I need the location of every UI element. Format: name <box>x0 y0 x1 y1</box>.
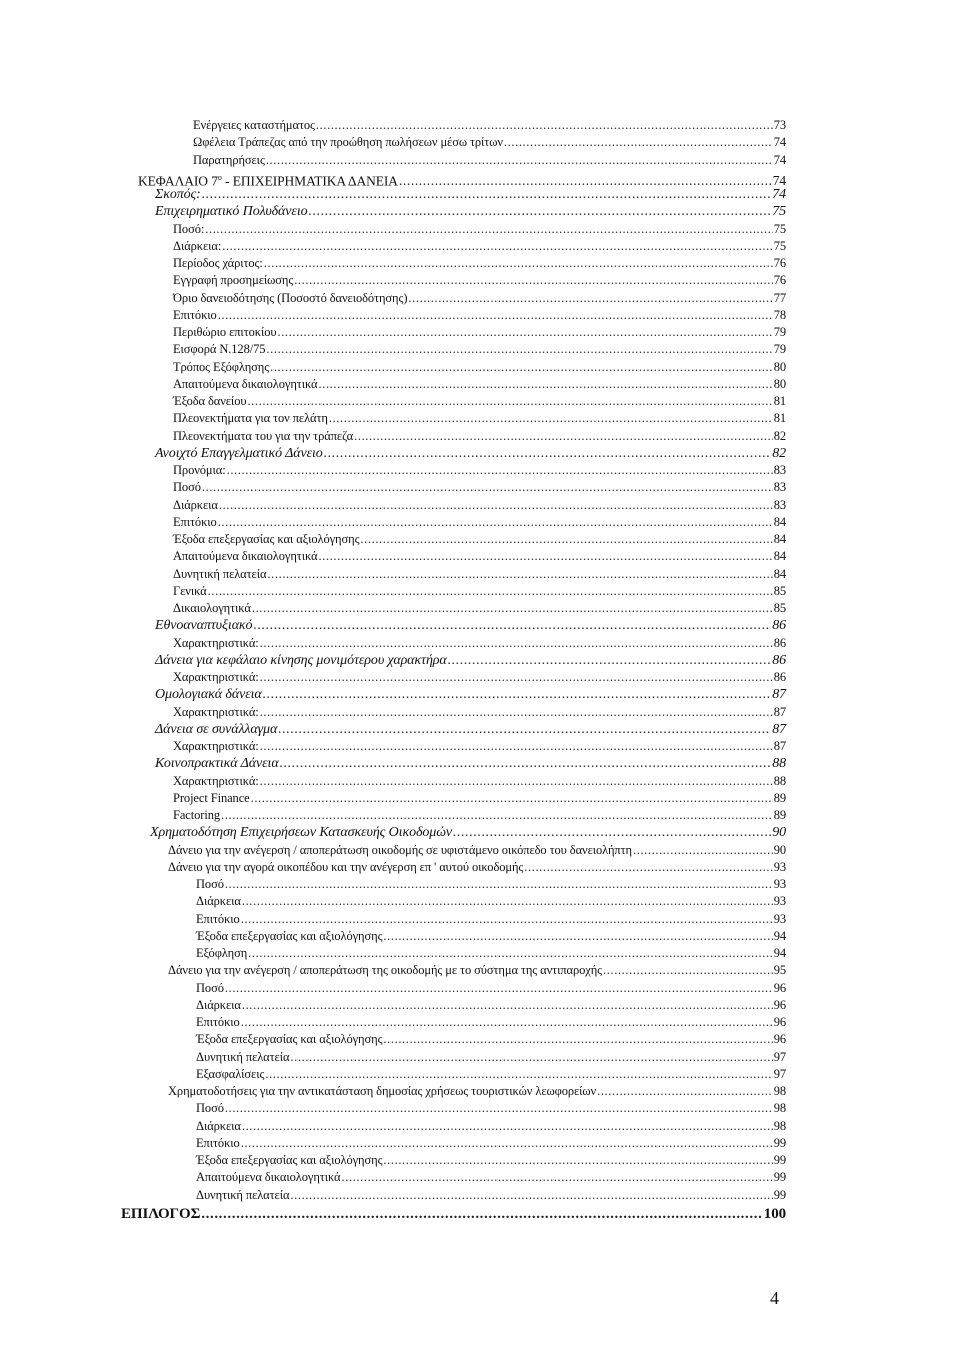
toc-entry <box>196 1152 786 1169</box>
toc-entry-title: Όριο δανειοδότησης (Ποσοστό δανειοδότησης) <box>173 290 408 305</box>
toc-entry-page: 87 <box>773 704 786 719</box>
toc-entry-page: 77 <box>773 290 786 305</box>
toc-leader-dots <box>383 928 772 945</box>
toc-entry-title: Παρατηρήσεις <box>193 152 265 167</box>
toc-entry-page: 96 <box>773 1015 786 1029</box>
toc-leader-dots <box>408 290 772 307</box>
toc-leader-dots <box>225 1100 773 1117</box>
toc-entry-page: 83 <box>773 480 786 495</box>
toc-leader-dots <box>260 704 773 721</box>
toc-entry-title: Απαιτούμενα δικαιολογητικά <box>173 376 318 391</box>
toc-entry-page: 97 <box>773 1049 786 1064</box>
toc-entry-page: 75 <box>773 238 786 253</box>
toc-entry-title: Ενέργειες καταστήματος <box>193 118 315 132</box>
toc-entry-title: Τρόπος Εξόφλησης <box>173 359 270 374</box>
toc-entry <box>155 686 786 703</box>
toc-entry <box>196 1187 786 1204</box>
toc-entry-title: Δάνειο για την αγορά οικοπέδου και την ανέγερση επ ' αυτού οικοδομής <box>168 859 524 874</box>
toc-entry-page: 80 <box>773 376 786 391</box>
toc-entry-page: 98 <box>773 1101 786 1116</box>
toc-leader-dots <box>324 445 771 462</box>
toc-entry-page: 86 <box>773 635 786 650</box>
toc-entry-page: 90 <box>772 825 786 841</box>
toc-entry-page: 80 <box>773 359 786 374</box>
toc-entry <box>196 1014 786 1031</box>
toc-entry-title: Απαιτούμενα δικαιολογητικά <box>196 1170 341 1185</box>
toc-entry-page: 87 <box>772 687 786 703</box>
toc-leader-dots <box>248 945 773 962</box>
toc-leader-dots <box>290 1049 772 1066</box>
toc-entry-page: 87 <box>773 739 786 753</box>
toc-entry-title: Ωφέλεια Τράπεζας από την προώθηση πωλήσεων μέσω τρίτων <box>193 135 503 150</box>
toc-entry-page: 82 <box>772 445 786 461</box>
toc-leader-dots <box>277 324 772 341</box>
toc-leader-dots <box>241 1135 773 1152</box>
toc-entry <box>173 393 786 410</box>
toc-entry <box>173 428 786 445</box>
toc-entry-page: 99 <box>773 1135 786 1150</box>
toc-leader-dots <box>208 583 773 600</box>
toc-entry <box>173 635 786 652</box>
toc-entry-title: Διάρκεια <box>196 997 241 1012</box>
toc-entry <box>168 842 786 859</box>
toc-entry-title: Χαρακτηριστικά: <box>173 773 259 788</box>
toc-entry-page: 97 <box>773 1066 786 1081</box>
toc-leader-dots <box>294 272 773 289</box>
toc-entry-page: 76 <box>773 273 786 288</box>
toc-leader-dots <box>278 721 771 738</box>
toc-entry <box>155 755 786 772</box>
toc-leader-dots <box>241 1014 773 1031</box>
toc-entry-title: Έξοδα επεξεργασίας και αξιολόγησης <box>196 1153 383 1167</box>
toc-entry-page: 86 <box>773 670 786 684</box>
toc-leader-dots <box>251 790 773 807</box>
toc-entry-title: Έξοδα δανείου <box>173 394 247 408</box>
toc-entry-page: 87 <box>772 721 786 737</box>
toc-entry-page: 84 <box>773 549 786 564</box>
toc-entry-title: Ποσό <box>173 480 201 495</box>
toc-entry-page: 85 <box>773 601 786 615</box>
toc-entry <box>196 1049 786 1066</box>
toc-entry-page: 83 <box>773 463 786 477</box>
toc-entry-title: Επιτόκιο <box>173 514 217 529</box>
toc-leader-dots <box>202 479 773 496</box>
toc-entry <box>173 307 786 324</box>
toc-entry <box>173 221 786 238</box>
toc-entry-title: Διάρκεια: <box>173 238 222 253</box>
toc-entry-title: Δικαιολογητικά <box>173 601 251 615</box>
toc-entry-title: Απαιτούμενα δικαιολογητικά <box>173 549 318 564</box>
toc-leader-dots <box>453 824 771 841</box>
toc-entry <box>196 997 786 1014</box>
toc-entry <box>196 911 786 928</box>
toc-leader-dots <box>201 1206 763 1223</box>
toc-entry-page: 76 <box>773 256 786 270</box>
toc-leader-dots <box>265 1066 772 1083</box>
toc-leader-dots <box>280 755 772 772</box>
toc-entry-title: Επιχειρηματικό Πολυδάνειο <box>155 204 308 220</box>
toc-entry <box>173 410 786 427</box>
toc-entry <box>196 1169 786 1186</box>
toc-entry <box>168 859 786 876</box>
toc-leader-dots <box>225 980 773 997</box>
toc-entry <box>173 255 786 272</box>
toc-entry-title: Χαρακτηριστικά: <box>173 670 259 684</box>
toc-entry-page: 89 <box>773 790 786 805</box>
toc-entry-page: 100 <box>763 1206 786 1222</box>
toc-leader-dots <box>354 428 773 445</box>
toc-entry-title: Έξοδα επεξεργασίας και αξιολόγησης <box>173 532 360 546</box>
toc-entry <box>193 152 786 169</box>
toc-entry <box>196 876 786 893</box>
toc-entry <box>173 790 786 807</box>
toc-leader-dots <box>329 410 773 427</box>
toc-leader-dots <box>448 652 772 669</box>
toc-leader-dots <box>316 117 773 134</box>
toc-entry-title: Δυνητική πελατεία <box>196 1187 290 1202</box>
toc-entry <box>173 359 786 376</box>
toc-leader-dots <box>264 255 773 272</box>
toc-entry-title: Προνόμια: <box>173 463 226 477</box>
toc-entry-title: Κοινοπρακτικά Δάνεια <box>155 756 279 772</box>
toc-leader-dots <box>597 1083 773 1100</box>
toc-entry-title: Ποσό <box>196 1101 224 1116</box>
toc-leader-dots <box>270 359 773 376</box>
toc-leader-dots <box>383 1031 772 1048</box>
toc-entry-page: 94 <box>773 928 786 943</box>
toc-entry-page: 79 <box>773 325 786 339</box>
toc-entry <box>138 169 786 189</box>
page-number: 4 <box>770 1288 779 1308</box>
toc-entry-title: Factoring <box>173 808 221 822</box>
toc-entry-page: 89 <box>773 808 786 822</box>
toc-entry-title: ΕΠΙΛΟΓΟΣ <box>121 1206 201 1222</box>
toc-entry <box>196 1031 786 1048</box>
toc-entry-title: Περίοδος χάριτος: <box>173 256 263 270</box>
toc-entry-title: Γενικά <box>173 583 207 598</box>
toc-entry <box>173 531 786 548</box>
toc-entry-page: 74 <box>773 135 786 150</box>
toc-entry-page: 79 <box>773 342 786 357</box>
toc-entry-page: 81 <box>773 411 786 426</box>
toc-leader-dots <box>260 773 773 790</box>
toc-entry-title: Πλεονεκτήματα του για την τράπεζα <box>173 428 354 443</box>
toc-entry-page: 84 <box>773 566 786 581</box>
toc-entry-page: 85 <box>773 583 786 598</box>
toc-entry <box>173 600 786 617</box>
toc-leader-dots <box>227 462 773 479</box>
toc-leader-dots <box>260 635 773 652</box>
toc-entry-title: Διάρκεια <box>196 1118 241 1133</box>
toc-entry <box>196 1135 786 1152</box>
toc-entry <box>155 652 786 669</box>
toc-entry-page: 78 <box>773 307 786 322</box>
toc-entry-title: Εξασφαλίσεις <box>196 1066 265 1081</box>
toc-entry-title: Περιθώριο επιτοκίου <box>173 325 277 339</box>
toc-leader-dots <box>253 617 771 634</box>
toc-entry-title: Διάρκεια <box>196 894 241 909</box>
toc-entry <box>196 1100 786 1117</box>
toc-entry-title: Δυνητική πελατεία <box>196 1049 290 1064</box>
toc-entry <box>155 203 786 220</box>
toc-entry-page: 98 <box>773 1118 786 1133</box>
toc-leader-dots <box>319 376 773 393</box>
toc-leader-dots <box>633 842 773 859</box>
toc-entry-page: 99 <box>773 1153 786 1167</box>
toc-entry <box>173 290 786 307</box>
toc-entry-page: 96 <box>773 1032 786 1047</box>
table-of-contents <box>0 117 960 1204</box>
toc-entry <box>173 238 786 255</box>
toc-entry-page: 84 <box>773 532 786 546</box>
toc-entry-page: 73 <box>773 118 786 132</box>
toc-entry-title: Χρηματοδοτήσεις για την αντικατάσταση δημοσίας χρήσεως τουριστικών λεωφορείων <box>168 1084 597 1098</box>
toc-leader-dots <box>603 962 773 979</box>
toc-leader-dots <box>260 669 773 686</box>
toc-entry-page: 74 <box>772 187 786 202</box>
toc-entry-title: Εγγραφή προσημείωσης <box>173 273 294 288</box>
toc-entry-page: 96 <box>773 980 786 995</box>
toc-entry <box>193 117 786 134</box>
toc-leader-dots <box>205 221 772 238</box>
toc-entry-page: 75 <box>772 204 786 220</box>
toc-entry <box>173 497 786 514</box>
toc-entry <box>155 721 786 738</box>
toc-entry-title: Ομολογιακά δάνεια <box>155 687 262 703</box>
toc-leader-dots <box>360 531 772 548</box>
toc-entry <box>173 773 786 790</box>
toc-leader-dots <box>241 911 773 928</box>
toc-entry-title: Δάνεια σε συνάλλαγμα <box>155 721 278 737</box>
toc-entry-title: Έξοδα επεξεργασίας και αξιολόγησης <box>196 1032 383 1047</box>
toc-entry <box>173 272 786 289</box>
toc-leader-dots <box>242 997 773 1014</box>
toc-entry <box>173 462 786 479</box>
toc-entry-title: Ανοιχτό Επαγγελματικό Δάνειο <box>155 445 323 461</box>
toc-entry-page: 93 <box>773 877 786 891</box>
toc-entry-title: Εθνοαναπτυξιακό <box>155 618 253 634</box>
toc-entry-page: 99 <box>773 1187 786 1202</box>
toc-entry <box>173 479 786 496</box>
toc-entry <box>173 324 786 341</box>
toc-entry-page: 74 <box>773 152 786 167</box>
toc-entry-page: 81 <box>773 394 786 408</box>
toc-entry-page: 98 <box>773 1084 786 1098</box>
toc-entry-title: Χαρακτηριστικά: <box>173 635 259 650</box>
toc-entry-title: Πλεονεκτήματα για τον πελάτη <box>173 411 328 426</box>
toc-leader-dots <box>221 807 773 824</box>
toc-entry <box>173 704 786 721</box>
toc-entry <box>173 738 786 755</box>
toc-leader-dots <box>524 859 772 876</box>
toc-entry-title: Επιτόκιο <box>173 307 217 322</box>
toc-leader-dots <box>218 514 773 531</box>
toc-leader-dots <box>242 1118 773 1135</box>
toc-leader-dots <box>267 566 772 583</box>
toc-entry-page: 94 <box>773 946 786 960</box>
toc-leader-dots <box>319 548 773 565</box>
toc-entry-title: Επιτόκιο <box>196 911 240 926</box>
toc-entry-title: Χρηματοδότηση Επιχειρήσεων Κατασκευής Οικοδομών <box>150 825 452 841</box>
toc-entry-title: Ποσό: <box>173 221 205 236</box>
toc-entry-title: Χαρακτηριστικά: <box>173 739 259 753</box>
toc-leader-dots <box>247 393 772 410</box>
toc-entry <box>196 1118 786 1135</box>
toc-entry <box>168 962 786 979</box>
toc-entry-page: 95 <box>773 963 786 978</box>
toc-entry <box>155 445 786 462</box>
toc-entry-page: 88 <box>772 756 786 772</box>
toc-entry-title: Project Finance <box>173 790 250 805</box>
toc-leader-dots <box>383 1152 772 1169</box>
toc-entry-title: Εξόφληση <box>196 946 248 960</box>
toc-entry-page: 96 <box>773 997 786 1012</box>
toc-entry <box>196 893 786 910</box>
toc-entry-page: 82 <box>773 428 786 443</box>
toc-entry-title: Δυνητική πελατεία <box>173 566 267 581</box>
toc-entry <box>173 807 786 824</box>
toc-entry-title: ΚΕΦΑΛΑΙΟ $7^o$ - ΕΠΙΧΕΙΡΗΜΑΤΙΚΑ ΔΑΝΕΙΑ <box>138 172 398 189</box>
toc-entry <box>155 617 786 634</box>
toc-entry-title: Ποσό <box>196 877 224 891</box>
toc-entry-page: 93 <box>773 911 786 926</box>
toc-entry <box>173 514 786 531</box>
toc-leader-dots <box>202 186 771 203</box>
toc-leader-dots <box>504 134 773 151</box>
toc-leader-dots <box>242 893 773 910</box>
toc-leader-dots <box>266 341 772 358</box>
toc-entry <box>196 928 786 945</box>
toc-leader-dots <box>252 600 773 617</box>
toc-entry-title: Εισφορά Ν.128/75 <box>173 342 266 357</box>
toc-entry <box>196 1066 786 1083</box>
toc-entry-title: Επιτόκιο <box>196 1135 240 1150</box>
toc-leader-dots <box>218 307 773 324</box>
toc-entry-title: Δάνεια για κεφάλαιο κίνησης μονιμότερου χαρακτήρα <box>155 652 447 668</box>
toc-entry-title: Ποσό <box>196 980 224 995</box>
toc-entry-title: Δάνειο για την ανέγερση / αποπεράτωση οικοδομής σε υφιστάμενο οικόπεδο του δανειολήπτη <box>168 842 632 857</box>
toc-entry-page: 74 <box>772 173 786 189</box>
toc-entry <box>173 583 786 600</box>
toc-leader-dots <box>309 203 772 220</box>
toc-entry <box>173 376 786 393</box>
toc-entry-title: Σκοπός: <box>155 187 201 202</box>
toc-leader-dots <box>222 238 772 255</box>
toc-entry-title: Χαρακτηριστικά: <box>173 704 259 719</box>
toc-leader-dots <box>263 686 772 703</box>
toc-entry <box>173 341 786 358</box>
toc-entry-page: 90 <box>773 842 786 857</box>
toc-entry-page: 88 <box>773 773 786 788</box>
toc-entry-page: 93 <box>773 894 786 909</box>
toc-leader-dots <box>219 497 773 514</box>
toc-entry-title: Έξοδα επεξεργασίας και αξιολόγησης <box>196 928 383 943</box>
toc-leader-dots <box>342 1169 773 1186</box>
toc-entry-page: 83 <box>773 497 786 512</box>
toc-leader-dots <box>260 738 773 755</box>
toc-leader-dots <box>225 876 773 893</box>
toc-entry-page: 86 <box>772 652 786 668</box>
toc-entry-page: 86 <box>772 618 786 634</box>
toc-entry <box>196 945 786 962</box>
toc-entry <box>193 134 786 151</box>
toc-leader-dots <box>266 152 773 169</box>
toc-entry-title: Διάρκεια <box>173 497 218 512</box>
toc-entry <box>168 1083 786 1100</box>
toc-entry-title: Επιτόκιο <box>196 1015 240 1029</box>
toc-entry-page: 99 <box>773 1170 786 1185</box>
toc-entry-page: 84 <box>773 514 786 529</box>
toc-entry <box>173 548 786 565</box>
toc-entry-epilogue <box>121 1206 786 1223</box>
toc-entry-page: 75 <box>773 221 786 236</box>
toc-entry <box>196 980 786 997</box>
toc-entry-page: 93 <box>773 859 786 874</box>
toc-entry <box>173 669 786 686</box>
toc-entry-title: Δάνειο για την ανέγερση / αποπεράτωση της οικοδομής με το σύστημα της αντιπαροχής <box>168 963 603 978</box>
toc-entry <box>150 824 786 841</box>
toc-leader-dots <box>290 1187 772 1204</box>
toc-entry <box>173 566 786 583</box>
toc-entry <box>155 186 786 203</box>
